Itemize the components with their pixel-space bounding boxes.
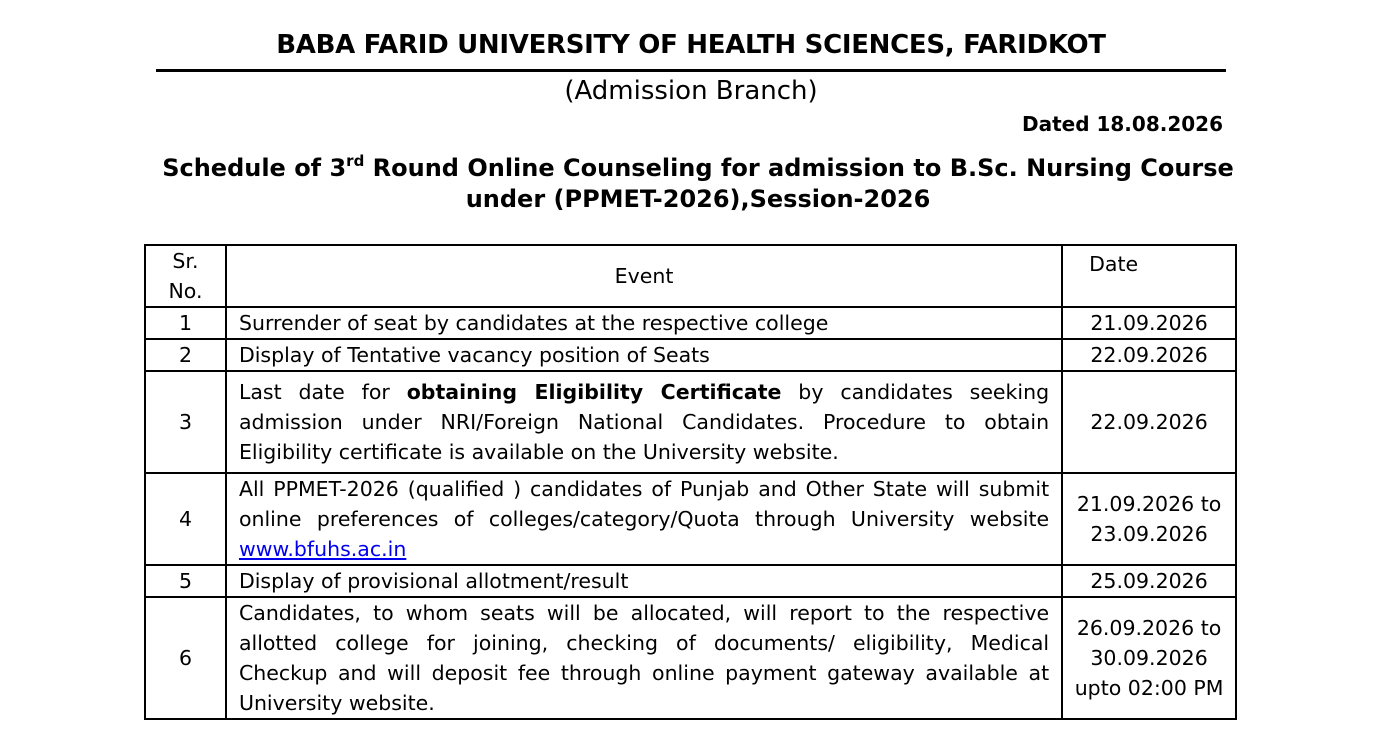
table-row [145,371,1236,473]
header-event: Event [226,245,1062,307]
row-sr-no: 4 [145,473,226,565]
schedule-heading-pre: Schedule of 3 [162,154,347,182]
schedule-heading-line-1 [140,153,1256,184]
table-row [145,473,1236,565]
row-date: 26.09.2026 to 30.09.2026 upto 02:00 PM [1062,597,1236,719]
schedule-heading-superscript: rd [346,152,365,170]
row-date: 21.09.2026 to 23.09.2026 [1062,473,1236,565]
row-event: Surrender of seat by candidates at the respective college [226,307,1062,339]
row-sr-no: 1 [145,307,226,339]
row-event: Display of Tentative vacancy position of Seats [226,339,1062,371]
header-date: Date [1062,245,1236,307]
table-row [145,597,1236,719]
row-event [226,371,1062,473]
row-event: Candidates, to whom seats will be allocated, will report to the respective allotted college for joining, checking of documents/ eligibility, Medical Checkup and will deposit fee through online payment gateway available at University website. [226,597,1062,719]
table-row [145,565,1236,597]
branch-name: (Admission Branch) [564,76,818,106]
row-date: 21.09.2026 [1062,307,1236,339]
row-event: Display of provisional allotment/result [226,565,1062,597]
table-row [145,307,1236,339]
row-sr-no: 5 [145,565,226,597]
university-title: BABA FARID UNIVERSITY OF HEALTH SCIENCES, FARIDKOT [276,30,1106,60]
row-event-text: Last date for [238,380,407,404]
table-row [145,339,1236,371]
schedule-heading [140,153,1256,215]
header-sr-no: Sr. No. [145,245,226,307]
university-website-link[interactable]: www.bfuhs.ac.in [238,537,407,561]
notice-date: Dated 18.08.2026 [1021,112,1223,136]
schedule-heading-line-2: under (PPMET-2026),Session-2026 [465,185,931,213]
row-event [226,473,1062,565]
row-sr-no: 2 [145,339,226,371]
row-date: 22.09.2026 [1062,339,1236,371]
schedule-heading-post: Round Online Counseling for admission to B.Sc. Nursing Course [364,154,1234,182]
row-sr-no: 3 [145,371,226,473]
table-header-row [145,245,1236,307]
row-event-text: by candidates seeking admission under NRI/Foreign National Candidates. Procedure to obtain Eligibility certificate is available on the University website. [238,380,1050,464]
schedule-table [144,244,1237,720]
row-sr-no: 6 [145,597,226,719]
row-date: 22.09.2026 [1062,371,1236,473]
title-divider [156,69,1226,72]
row-date: 25.09.2026 [1062,565,1236,597]
row-event-text: All PPMET-2026 (qualified ) candidates of Punjab and Other State will submit online preferences of colleges/category/Quota through University website [238,477,1050,531]
row-event-emphasis: obtaining Eligibility Certificate [406,380,782,404]
